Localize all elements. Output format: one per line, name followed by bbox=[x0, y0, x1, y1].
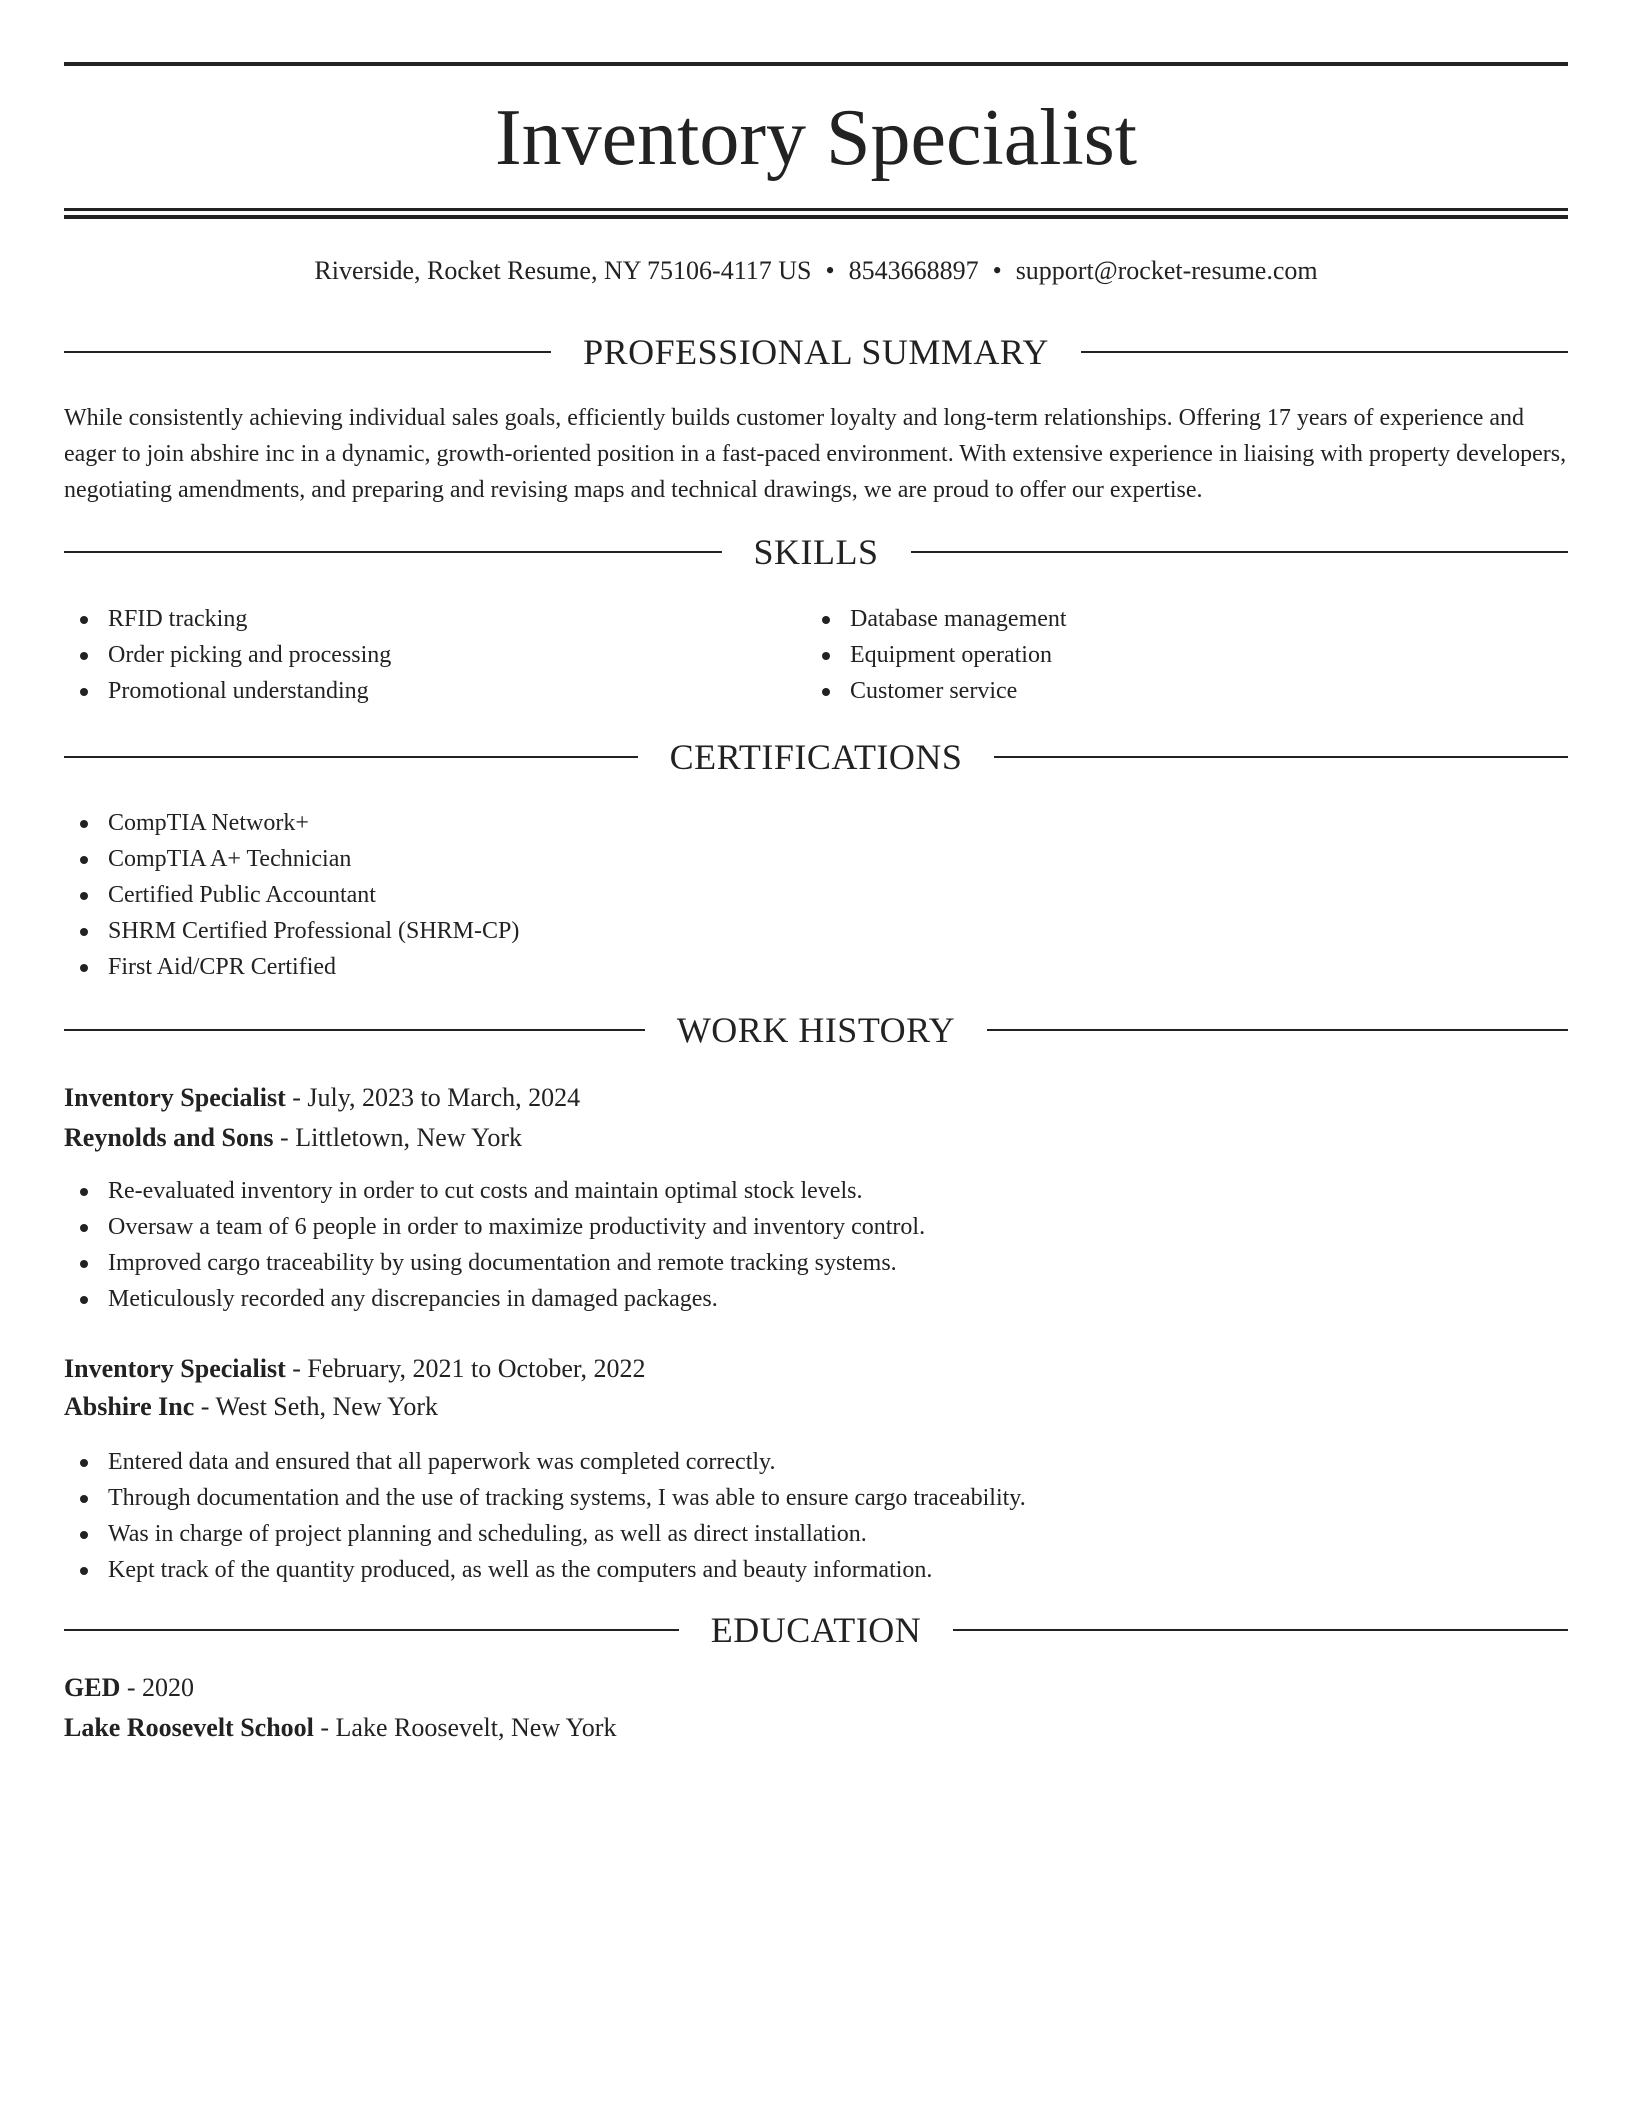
contact-address: Riverside, Rocket Resume, NY 75106-4117 US bbox=[314, 256, 812, 285]
certification-item: First Aid/CPR Certified bbox=[64, 949, 1568, 985]
job-duty: Oversaw a team of 6 people in order to maximize productivity and inventory control. bbox=[64, 1209, 1568, 1245]
certification-item: SHRM Certified Professional (SHRM-CP) bbox=[64, 913, 1568, 949]
job-duty: Improved cargo traceability by using documentation and remote tracking systems. bbox=[64, 1245, 1568, 1281]
heading-rule-left bbox=[64, 1029, 645, 1031]
job-dates: - February, 2021 to October, 2022 bbox=[285, 1354, 646, 1383]
job-title-line bbox=[64, 1078, 1568, 1118]
heading-rule-right bbox=[987, 1029, 1568, 1031]
job-location: - West Seth, New York bbox=[194, 1392, 438, 1421]
heading-rule-right bbox=[1081, 351, 1568, 353]
certification-item: Certified Public Accountant bbox=[64, 877, 1568, 913]
skill-item: Equipment operation bbox=[806, 637, 1546, 673]
heading-rule-left bbox=[64, 551, 722, 553]
education-degree-line bbox=[64, 1668, 1568, 1708]
heading-rule-left bbox=[64, 756, 638, 758]
education-heading bbox=[64, 1608, 1568, 1652]
skill-item: Promotional understanding bbox=[64, 673, 804, 709]
skills-heading bbox=[64, 530, 1568, 574]
contact-email: support@rocket-resume.com bbox=[1015, 256, 1318, 285]
education-school: Lake Roosevelt School bbox=[64, 1713, 314, 1742]
job-company-line bbox=[64, 1387, 1568, 1427]
skills-list-left bbox=[64, 601, 804, 709]
skills-list-right bbox=[806, 601, 1546, 709]
summary-heading-label: PROFESSIONAL SUMMARY bbox=[583, 332, 1049, 372]
education-heading-label: EDUCATION bbox=[710, 1610, 922, 1650]
certifications-list bbox=[64, 805, 1568, 985]
heading-rule-right bbox=[911, 551, 1569, 553]
header-top-rule bbox=[64, 62, 1568, 66]
heading-rule-right bbox=[953, 1629, 1568, 1631]
job-company: Abshire Inc bbox=[64, 1392, 195, 1421]
job-duty: Meticulously recorded any discrepancies in damaged packages. bbox=[64, 1281, 1568, 1317]
job-location: - Littletown, New York bbox=[273, 1123, 522, 1152]
skill-item: Database management bbox=[806, 601, 1546, 637]
contact-separator: • bbox=[992, 256, 1002, 285]
job-duties-list bbox=[64, 1444, 1568, 1588]
job-duty: Kept track of the quantity produced, as well as the computers and beauty information. bbox=[64, 1552, 1568, 1588]
job-dates: - July, 2023 to March, 2024 bbox=[285, 1083, 581, 1112]
education-school-line bbox=[64, 1708, 1568, 1748]
work-history-heading-label: WORK HISTORY bbox=[676, 1010, 956, 1050]
header-rule-upper bbox=[64, 208, 1568, 211]
job-duty: Through documentation and the use of tracking systems, I was able to ensure cargo traceability. bbox=[64, 1480, 1568, 1516]
heading-rule-left bbox=[64, 1629, 679, 1631]
contact-separator: • bbox=[825, 256, 835, 285]
job-title: Inventory Specialist bbox=[64, 1354, 286, 1383]
resume-title: Inventory Specialist bbox=[494, 94, 1138, 182]
education-degree: GED bbox=[64, 1673, 121, 1702]
contact-phone: 8543668897 bbox=[848, 256, 979, 285]
header-rule-lower bbox=[64, 215, 1568, 219]
job-title: Inventory Specialist bbox=[64, 1083, 286, 1112]
job-duty: Was in charge of project planning and scheduling, as well as direct installation. bbox=[64, 1516, 1568, 1552]
job-duties-list bbox=[64, 1173, 1568, 1317]
skill-item: Customer service bbox=[806, 673, 1546, 709]
skill-item: Order picking and processing bbox=[64, 637, 804, 673]
job-duty: Entered data and ensured that all paperwork was completed correctly. bbox=[64, 1444, 1568, 1480]
job-title-line bbox=[64, 1349, 1568, 1389]
education-location: - Lake Roosevelt, New York bbox=[313, 1713, 617, 1742]
skills-heading-label: SKILLS bbox=[753, 532, 879, 572]
heading-rule-left bbox=[64, 351, 551, 353]
heading-rule-right bbox=[994, 756, 1568, 758]
certifications-heading-label: CERTIFICATIONS bbox=[669, 737, 963, 777]
certification-item: CompTIA A+ Technician bbox=[64, 841, 1568, 877]
job-company-line bbox=[64, 1118, 1568, 1158]
certification-item: CompTIA Network+ bbox=[64, 805, 1568, 841]
contact-line bbox=[64, 253, 1568, 289]
skill-item: RFID tracking bbox=[64, 601, 804, 637]
work-history-heading bbox=[64, 1008, 1568, 1052]
summary-text: While consistently achieving individual sales goals, efficiently builds customer loyalty and long-term relationships. Offering 17 years of experience and eager to join abshire inc in a dynamic, growth-oriented position in a fast-paced environment. With extensive experience in liaising with property developers, negotiating amendments, and preparing and revising maps and technical drawings, we are proud to offer our expertise. bbox=[64, 405, 1567, 503]
job-company: Reynolds and Sons bbox=[64, 1123, 274, 1152]
job-duty: Re-evaluated inventory in order to cut costs and maintain optimal stock levels. bbox=[64, 1173, 1568, 1209]
education-year: - 2020 bbox=[120, 1673, 195, 1702]
summary-heading bbox=[64, 330, 1568, 374]
certifications-heading bbox=[64, 735, 1568, 779]
